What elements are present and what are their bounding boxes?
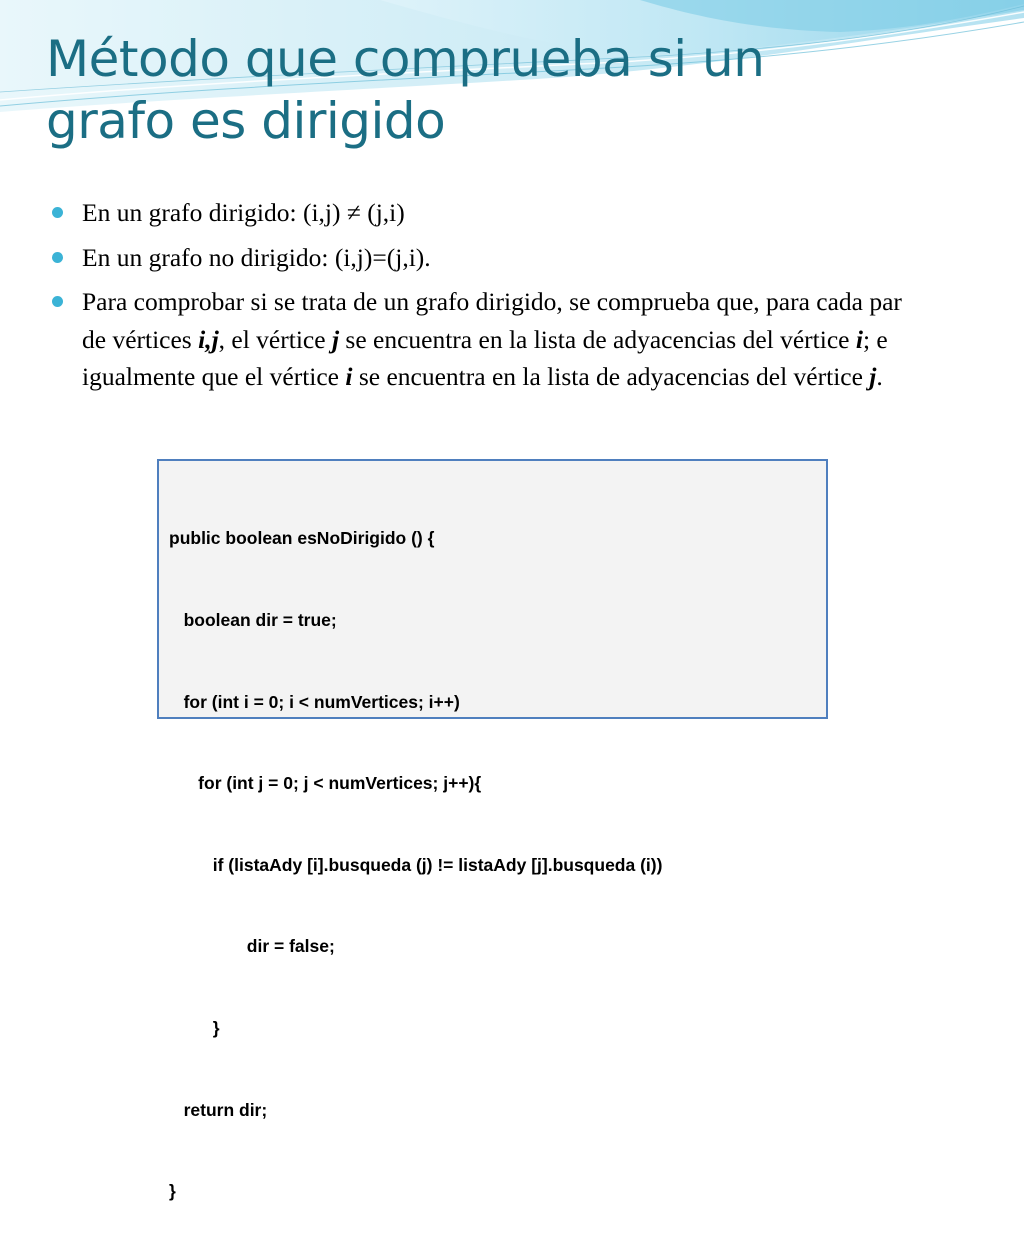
code-line: if (listaAdy [i].busqueda (j) != listaAdy [j].busqueda (i)) [169, 854, 663, 875]
vertex-ij-emphasis: i,j [198, 324, 219, 354]
vertex-j-emphasis: j [869, 362, 877, 391]
code-line: dir = false; [169, 936, 335, 957]
bullet-text: En un grafo dirigido: (i,j) ≠ (j,i) [82, 198, 405, 227]
bullet-text-part: . [876, 362, 883, 391]
bullet-item [52, 194, 932, 232]
bullet-text-part: se encuentra en la lista de adyacencias del vértice [339, 324, 856, 354]
bullet-dot-icon [52, 296, 63, 307]
slide-title-line-1: Método que comprueba si un [46, 30, 765, 88]
bullet-text-part: , el vértice [218, 324, 332, 354]
bullet-text-part: ; e igualmente que el vértice [82, 324, 888, 391]
code-line: } [169, 1181, 176, 1202]
bullet-text: En un grafo no dirigido: (i,j)=(j,i). [82, 242, 431, 272]
code-line: boolean dir = true; [169, 610, 337, 630]
vertex-i-emphasis: i [345, 362, 353, 391]
code-listing [169, 471, 662, 1260]
vertex-i-emphasis: i [855, 324, 863, 354]
vertex-j-emphasis: j [331, 324, 340, 354]
bullet-list [52, 194, 932, 403]
slide-title-line-2: grafo es dirigido [46, 92, 446, 150]
bullet-text [82, 287, 902, 391]
bullet-dot-icon [52, 252, 63, 263]
bullet-text-part: se encuentra en la lista de adyacencias del vértice [352, 362, 870, 391]
bullet-dot-icon [52, 207, 63, 218]
bullet-item [52, 283, 932, 396]
code-line: for (int i = 0; i < numVertices; i++) [169, 691, 460, 712]
code-line: public boolean esNoDirigido () { [169, 528, 435, 549]
bullet-item [52, 239, 932, 277]
bullet-text-part: Para comprobar si se trata de un grafo dirigido, se comprueba que, para cada par de vértices [82, 287, 902, 354]
code-line: } [169, 1017, 220, 1038]
slide-title [46, 28, 946, 152]
code-line: for (int j = 0; j < numVertices; j++){ [169, 773, 482, 794]
code-block [157, 459, 828, 1202]
code-line: return dir; [169, 1099, 268, 1120]
